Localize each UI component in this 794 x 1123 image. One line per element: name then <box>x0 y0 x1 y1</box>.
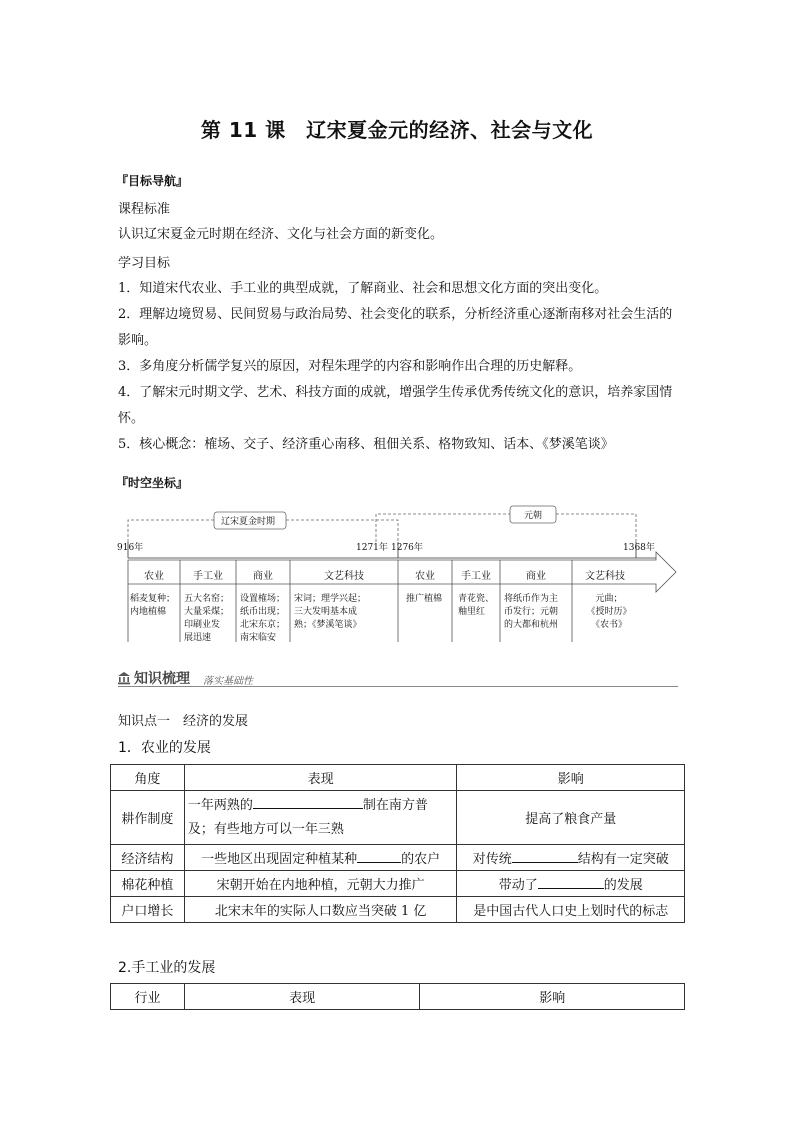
table-cell: 棉花种植 <box>111 871 185 897</box>
timeline-cell: 将纸币作为主 币发行；元朝 的大都和杭州 <box>504 594 559 630</box>
agriculture-table <box>110 764 685 923</box>
table-cell: 户口增长 <box>111 897 185 923</box>
table-cell: 耕作制度 <box>111 791 185 845</box>
table-cell: 是中国古代人口史上划时代的标志 <box>457 897 685 923</box>
curriculum-label: 课程标准 <box>118 202 171 217</box>
period1-label: 辽宋夏金时期 <box>220 517 275 527</box>
banner-divider <box>118 686 678 687</box>
table-cell: 北宋末年的实际人口数应当突破 1 亿 <box>184 897 457 923</box>
table-row <box>111 897 685 923</box>
timeline-cell: 设置榷场； 纸币出现； 北宋东京； 南宋临安 <box>240 594 286 643</box>
table-cell: 一年两熟的 制在南方普及；有些地方可以一年三熟 <box>184 791 457 845</box>
banner-title: 知识梳理 <box>134 671 190 687</box>
table-header: 表现 <box>184 984 420 1010</box>
timeline-cell: 宋词；理学兴起； 三大发明基本成 熟；《梦溪笔谈》 <box>294 594 367 630</box>
table-row <box>111 871 685 897</box>
year-916: 916年 <box>117 543 144 553</box>
period2-bracket <box>376 514 636 542</box>
kp1-sub2: 2.手工业的发展 <box>118 960 216 976</box>
table-header-row <box>111 765 685 791</box>
handicraft-table <box>110 983 685 1010</box>
building-icon <box>117 671 131 685</box>
table-header: 表现 <box>184 765 457 791</box>
page-title: 第 11 课 辽宋夏金元的经济、社会与文化 <box>200 118 594 142</box>
table-header: 影响 <box>457 765 685 791</box>
table-header: 行业 <box>111 984 185 1010</box>
curriculum-text: 认识辽宋夏金元时期在经济、文化与社会方面的新变化。 <box>118 227 444 242</box>
kp1-heading: 知识点一 经济的发展 <box>118 714 249 729</box>
period2-label: 元朝 <box>523 511 542 521</box>
goals-label: 学习目标 <box>118 256 171 271</box>
timeline-cell: 稻麦复种； 内地植棉 <box>130 594 176 617</box>
year-1271: 1271年 <box>356 543 388 553</box>
table-row <box>111 791 685 845</box>
table-cell: 带动了 的发展 <box>457 871 685 897</box>
banner-subtitle: 落实基础性 <box>203 676 253 687</box>
year-1276: 1276年 <box>391 543 423 553</box>
goal-item: 5．核心概念：榷场、交子、经济重心南移、租佃关系、格物致知、话本、《梦溪笔谈》 <box>118 437 614 452</box>
table-cell: 宋朝开始在内地种植，元朝大力推广 <box>184 871 457 897</box>
goals-list <box>118 276 678 458</box>
table-row <box>111 845 685 871</box>
cat-commerce: 商业 <box>526 571 546 582</box>
nav-heading: 『目标导航』 <box>116 174 189 188</box>
table-cell: 提高了粮食产量 <box>457 791 685 845</box>
fill-blank[interactable] <box>357 850 401 863</box>
cat-handicraft: 手工业 <box>193 571 223 582</box>
cat-handicraft: 手工业 <box>461 571 491 582</box>
timeline-cell: 五大名窑； 大量采煤； 印刷业发 展迅速 <box>184 594 230 643</box>
goal-item: 1．知道宋代农业、手工业的典型成就，了解商业、社会和思想文化方面的突出变化。 <box>118 281 608 296</box>
timeline-cell: 推广植棉 <box>406 594 443 604</box>
fill-blank[interactable] <box>538 876 604 889</box>
goal-item: 3．多角度分析儒学复兴的原因，对程朱理学的内容和影响作出合理的历史解释。 <box>118 359 582 374</box>
cat-agriculture: 农业 <box>415 571 435 582</box>
table-header: 角度 <box>111 765 185 791</box>
kp1-sub1: 1．农业的发展 <box>118 740 211 756</box>
fill-blank[interactable] <box>253 796 363 809</box>
timeline-heading: 『时空坐标』 <box>116 476 189 490</box>
table-cell: 经济结构 <box>111 845 185 871</box>
cat-commerce: 商业 <box>253 571 273 582</box>
timeline-cell: 元曲； 《授时历》 《农书》 <box>586 594 632 630</box>
cat-culture: 文艺科技 <box>585 571 625 582</box>
cat-agriculture: 农业 <box>144 571 164 582</box>
year-1368: 1368年 <box>623 543 655 553</box>
table-header: 影响 <box>420 984 685 1010</box>
table-cell: 对传统 结构有一定突破 <box>457 845 685 871</box>
goal-item: 4．了解宋元时期文学、艺术、科技方面的成就，增强学生传承优秀传统文化的意识，培养家国情怀。 <box>118 385 673 426</box>
goal-item: 2．理解边境贸易、民间贸易与政治局势、社会变化的联系，分析经济重心逐渐南移对社会生活的影响。 <box>118 307 673 348</box>
table-cell: 一些地区出现固定种植某种 的农户 <box>184 845 457 871</box>
table-header-row <box>111 984 685 1010</box>
fill-blank[interactable] <box>512 850 578 863</box>
cat-culture: 文艺科技 <box>324 571 364 582</box>
timeline-cell: 青花瓷、 釉里红 <box>458 594 495 617</box>
